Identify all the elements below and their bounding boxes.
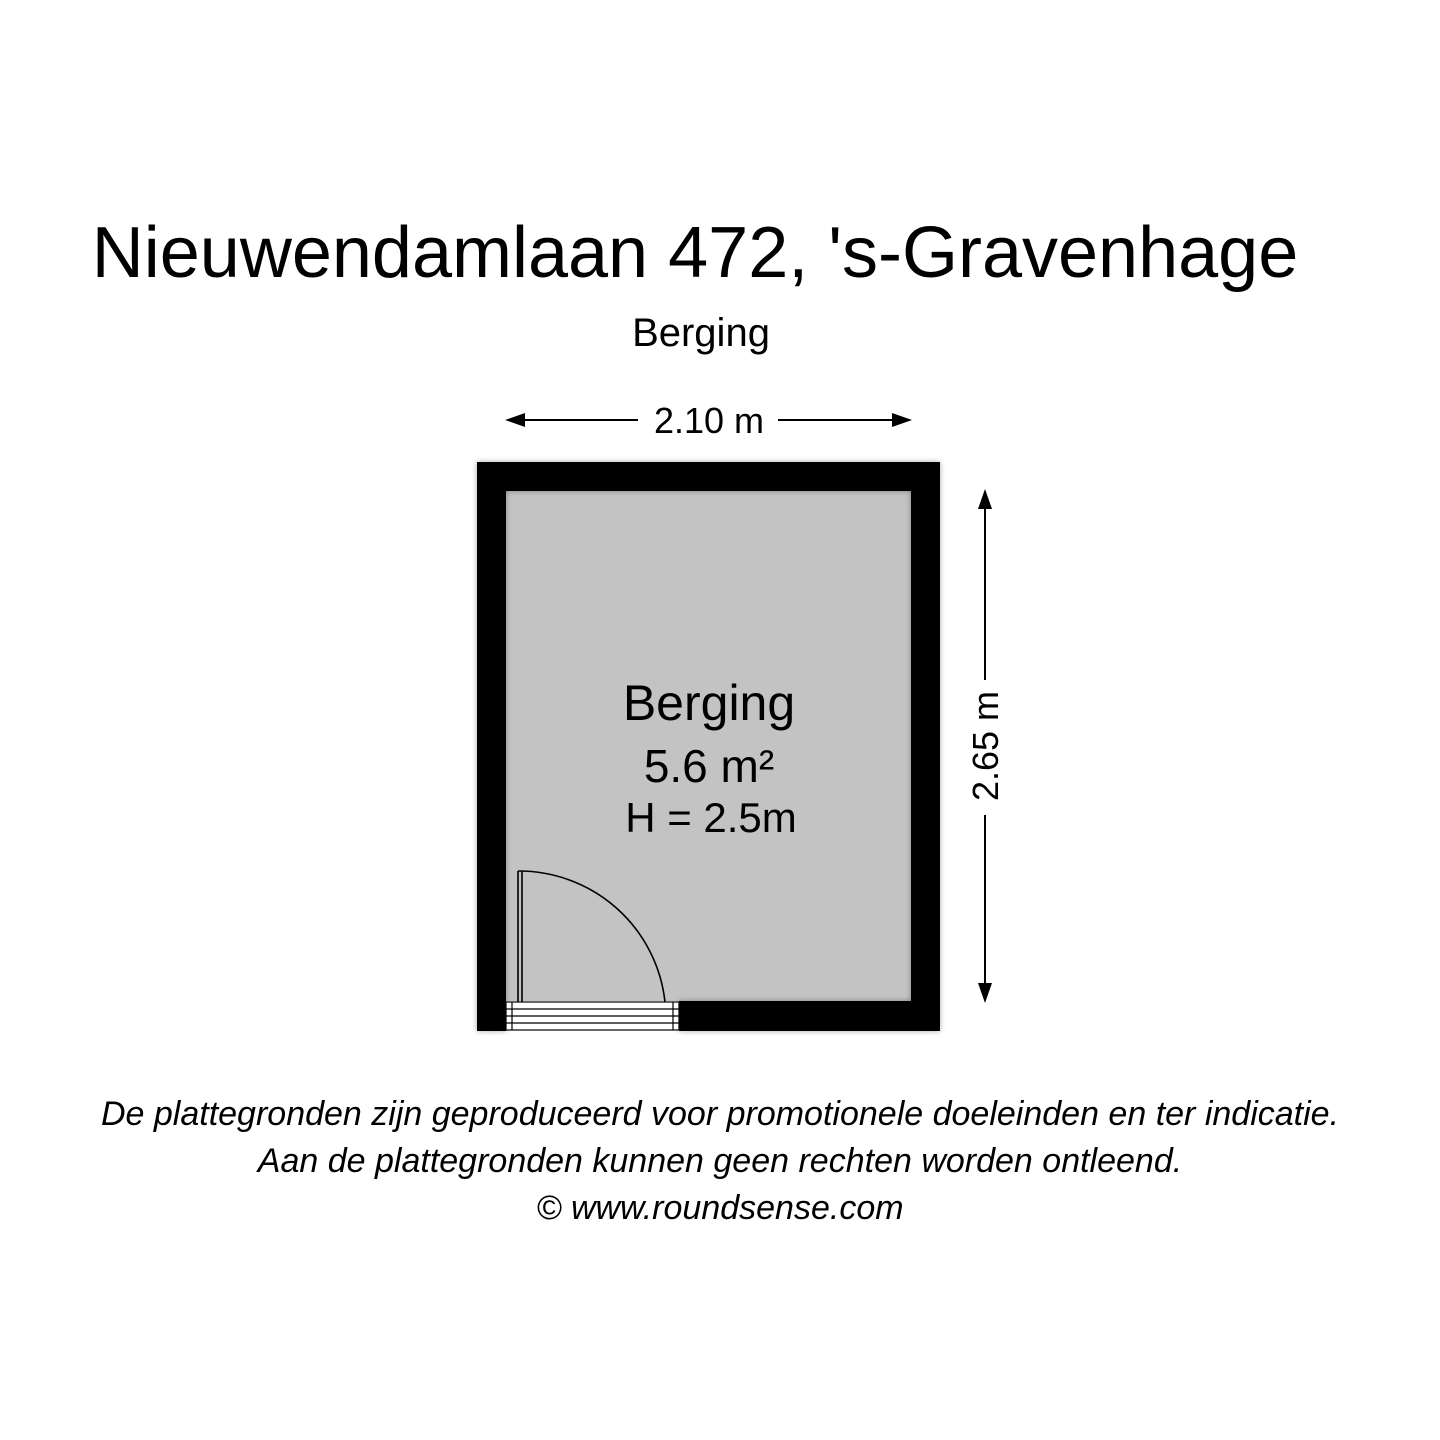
disclaimer-line-1: De plattegronden zijn geproduceerd voor promotionele doeleinden en ter indicatie.: [100, 1095, 1340, 1133]
page-title: Nieuwendamlaan 472, 's-Gravenhage: [91, 213, 1299, 293]
copyright-line: © www.roundsense.com: [536, 1189, 904, 1227]
room-height: H = 2.5m: [625, 794, 797, 841]
floor-subtitle: Berging: [632, 311, 770, 355]
room-name: Berging: [622, 675, 796, 731]
width-label: 2.10 m: [653, 400, 765, 441]
depth-label: 2.65 m: [965, 690, 1006, 802]
disclaimer-line-2: Aan de plattegronden kunnen geen rechten worden ontleend.: [257, 1142, 1183, 1180]
wall-bottom: [679, 1001, 940, 1031]
wall-right: [911, 462, 940, 1031]
door-threshold: [506, 1002, 679, 1030]
wall-left: [477, 462, 506, 1031]
wall-top: [477, 462, 940, 491]
room-area: 5.6 m²: [643, 740, 775, 792]
disclaimer: [0, 1091, 1440, 1232]
